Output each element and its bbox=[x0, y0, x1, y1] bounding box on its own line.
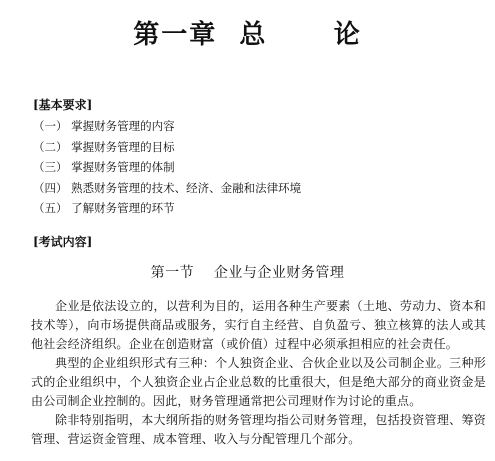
list-item: （四） 熟悉财务管理的技术、经济、金融和法律环境 bbox=[33, 180, 302, 195]
basic-requirements-heading: [基本要求] bbox=[33, 98, 93, 112]
list-item: （五） 了解财务管理的环节 bbox=[33, 201, 175, 215]
exam-content-heading: [考试内容] bbox=[33, 235, 93, 249]
list-item: （二） 掌握财务管理的目标 bbox=[33, 139, 175, 154]
section-title: 第一节 企业与企业财务管理 bbox=[150, 265, 345, 281]
body-text bbox=[31, 297, 486, 449]
list-item: （三） 掌握财务管理的体制 bbox=[33, 160, 175, 174]
paragraph: 典型的企业组织形式有三种：个人独资企业、合伙企业以及公司制企业。三种形式的企业组织中，个人独资企业占企业总数的比重很大，但是绝大部分的商业资金是由公司制企业控制的。因此，财务管理通常把公司理财作为讨论的重点。 bbox=[31, 356, 486, 408]
paragraph: 企业是依法设立的，以营利为目的，运用各种生产要素（土地、劳动力、资本和技术等），向市场提供商品或服务，实行自主经营、自负盈亏、独立核算的法人或其他社会经济组织。企业在创造财富（或价值）过程中必须承担相应的社会责任。 bbox=[31, 299, 486, 351]
requirements-list bbox=[33, 116, 301, 219]
paragraph: 除非特别指明，本大纲所指的财务管理均指公司财务管理，包括投资管理、筹资管理、营运资金管理、成本管理、收入与分配管理几个部分。 bbox=[31, 413, 486, 446]
list-item: （一） 掌握财务管理的内容 bbox=[33, 119, 175, 133]
chapter-title: 第一章 总 论 bbox=[133, 20, 362, 50]
